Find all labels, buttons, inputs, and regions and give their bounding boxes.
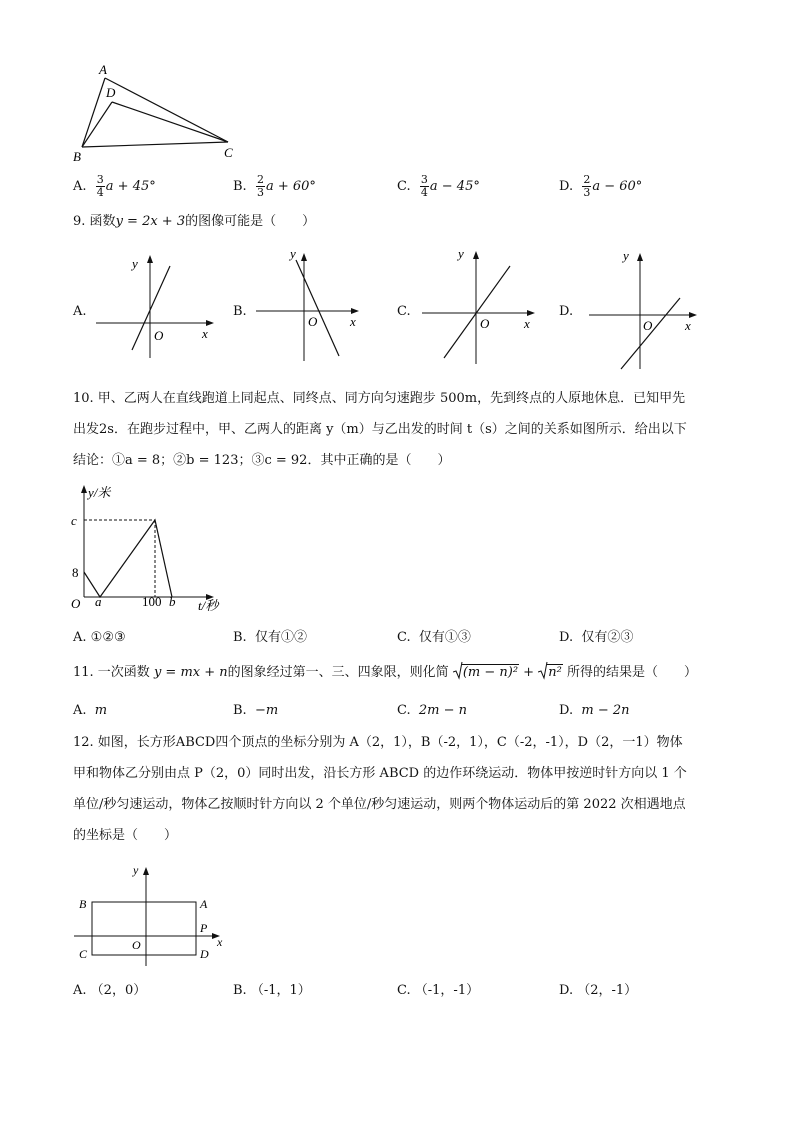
q12-option-a[interactable]: A. （2，0） [73, 983, 147, 998]
edge-bd [82, 102, 112, 147]
q12-line-2: 甲和物体乙分别由点 P（2，0）同时出发，沿长方形 ABCD 的边作环绕运动．物体甲按逆时针方向以 1 个 [73, 766, 687, 781]
vertex-a-label: A [99, 62, 107, 77]
q10-option-b[interactable]: B. 仅有①② [233, 630, 307, 645]
q10-line-3: 结论：①a = 8；②b = 123；③c = 92．其中正确的是（ ） [73, 453, 451, 468]
b-label: b [169, 594, 176, 609]
y-arrow [143, 867, 149, 875]
option-letter: A. [73, 179, 87, 194]
fraction: $\frac{3}{4}$ [96, 173, 104, 199]
option-letter: D. [559, 179, 574, 194]
origin-label: O [643, 318, 653, 333]
c-label: c [71, 513, 77, 528]
y-label: y [290, 246, 296, 261]
q9-graph-d[interactable] [585, 244, 705, 372]
triangle-figure [70, 60, 245, 165]
radical-2: n² [538, 664, 563, 682]
q8-option-b[interactable] [233, 174, 316, 199]
q9-option-d-letter[interactable]: D. [559, 304, 574, 319]
q9-number: 9. [73, 214, 86, 229]
y-arrow [301, 253, 307, 261]
q11-option-c[interactable]: C. 2m − n [397, 703, 468, 718]
q9-option-a-letter[interactable]: A. [73, 304, 87, 319]
q11-stem [73, 664, 697, 682]
q10-graph [68, 480, 238, 615]
a-label: a [95, 594, 102, 609]
x-label: x [217, 935, 223, 949]
option-expr: a − 45° [429, 179, 480, 194]
y-axis-label: y/米 [88, 485, 111, 500]
q11-text-before: 11. 一次函数 [73, 665, 150, 680]
q11-formula: y = mx + n [153, 665, 228, 680]
q12-option-c[interactable]: C. （-1，-1） [397, 983, 480, 998]
q9-option-b-letter[interactable]: B. [233, 304, 247, 319]
function-line [444, 266, 510, 358]
vertex-d-label: D [106, 85, 116, 100]
function-line [132, 266, 170, 350]
q12-option-d[interactable]: D. （2，-1） [559, 983, 638, 998]
y-label: y [458, 246, 464, 261]
option-expr: a + 60° [265, 179, 316, 194]
q11-option-d[interactable]: D. m − 2n [559, 703, 630, 718]
x-axis-label: t/秒 [198, 598, 219, 613]
rectangle-abcd [92, 902, 196, 955]
q8-option-d[interactable] [559, 174, 642, 199]
x-label: x [202, 326, 208, 341]
q11-text-mid: 的图象经过第一、三、四象限，则化简 [227, 665, 449, 680]
y-label: y [133, 863, 139, 877]
c-label: C [79, 947, 88, 961]
q9-text-after: 的图像可能是（ ） [185, 214, 316, 229]
fraction: $\frac{3}{4}$ [420, 173, 428, 199]
fraction: $\frac{2}{3}$ [583, 173, 591, 199]
d-label: D [200, 947, 209, 961]
option-letter: B. [233, 179, 247, 194]
q8-option-a[interactable] [73, 174, 156, 199]
q9-graph-b[interactable] [252, 244, 367, 364]
y-arrow [473, 251, 479, 259]
y-label: y [132, 256, 138, 271]
y-arrow [637, 253, 643, 261]
q12-option-b[interactable]: B. （-1，1） [233, 983, 311, 998]
q9-stem [73, 213, 315, 231]
function-line [296, 260, 339, 356]
q11-option-a[interactable]: A. m [73, 703, 108, 718]
q9-option-c-letter[interactable]: C. [397, 304, 411, 319]
q12-line-3: 单位/秒匀速运动，物体乙按顺时针方向以 2 个单位/秒匀速运动，则两个物体运动后的第 2022 次相遇地点 [73, 797, 686, 812]
y-arrow [81, 485, 87, 493]
origin-label: O [308, 314, 318, 329]
vertex-c-label: C [224, 145, 233, 160]
q9-graph-c[interactable] [418, 242, 543, 367]
y-arrow [147, 255, 153, 263]
origin-label: O [154, 328, 164, 343]
vertex-b-label: B [73, 149, 81, 164]
origin-label: O [71, 596, 81, 611]
edge-ac [105, 78, 228, 142]
eight-label: 8 [72, 565, 79, 580]
a-label: A [200, 897, 208, 911]
q9-text-before: 函数 [89, 214, 116, 229]
y-label: y [623, 248, 629, 263]
edge-bc [82, 142, 228, 147]
q10-line-2: 出发2s．在跑步过程中，甲、乙两人的距离 y（m）与乙出发的时间 t（s）之间的关系如图所示．给出以下 [73, 422, 687, 437]
q9-formula: y = 2x + 3 [115, 214, 186, 229]
x-label: x [524, 316, 530, 331]
x-label: x [350, 314, 356, 329]
x-label: x [685, 318, 691, 333]
origin-label: O [480, 316, 490, 331]
b-label: B [79, 897, 87, 911]
o-label: O [132, 938, 141, 952]
edge-dc [112, 102, 228, 142]
radical-1: (m − n)² [453, 664, 519, 682]
fraction: $\frac{2}{3}$ [256, 173, 264, 199]
option-expr: a + 45° [105, 179, 156, 194]
option-expr: a − 60° [592, 179, 643, 194]
q8-option-c[interactable] [397, 174, 480, 199]
function-line [621, 298, 680, 369]
edge-ab [82, 78, 105, 147]
distance-curve [84, 520, 172, 597]
q10-option-a[interactable]: A. ①②③ [73, 630, 126, 645]
option-letter: C. [397, 179, 411, 194]
q10-option-c[interactable]: C. 仅有①③ [397, 630, 471, 645]
q10-option-d[interactable]: D. 仅有②③ [559, 630, 634, 645]
q11-option-b[interactable]: B. −m [233, 703, 279, 718]
q9-graph-a[interactable] [92, 250, 222, 362]
q11-text-after: 所得的结果是（ ） [566, 665, 697, 680]
plus-sign: + [523, 665, 535, 680]
p-label: P [200, 921, 208, 935]
q12-line-1: 12. 如图，长方形ABCD四个顶点的坐标分别为 A（2，1），B（-2，1），C（-2，-1），D（2，一1）物体 [73, 735, 683, 750]
q10-line-1: 10. 甲、乙两人在直线跑道上同起点、同终点、同方向匀速跑步 500m，先到终点的人原地休息．已知甲先 [73, 391, 686, 406]
q12-rectangle-figure [70, 858, 230, 970]
hundred-label: 100 [142, 594, 162, 609]
q12-line-4: 的坐标是（ ） [73, 828, 178, 843]
